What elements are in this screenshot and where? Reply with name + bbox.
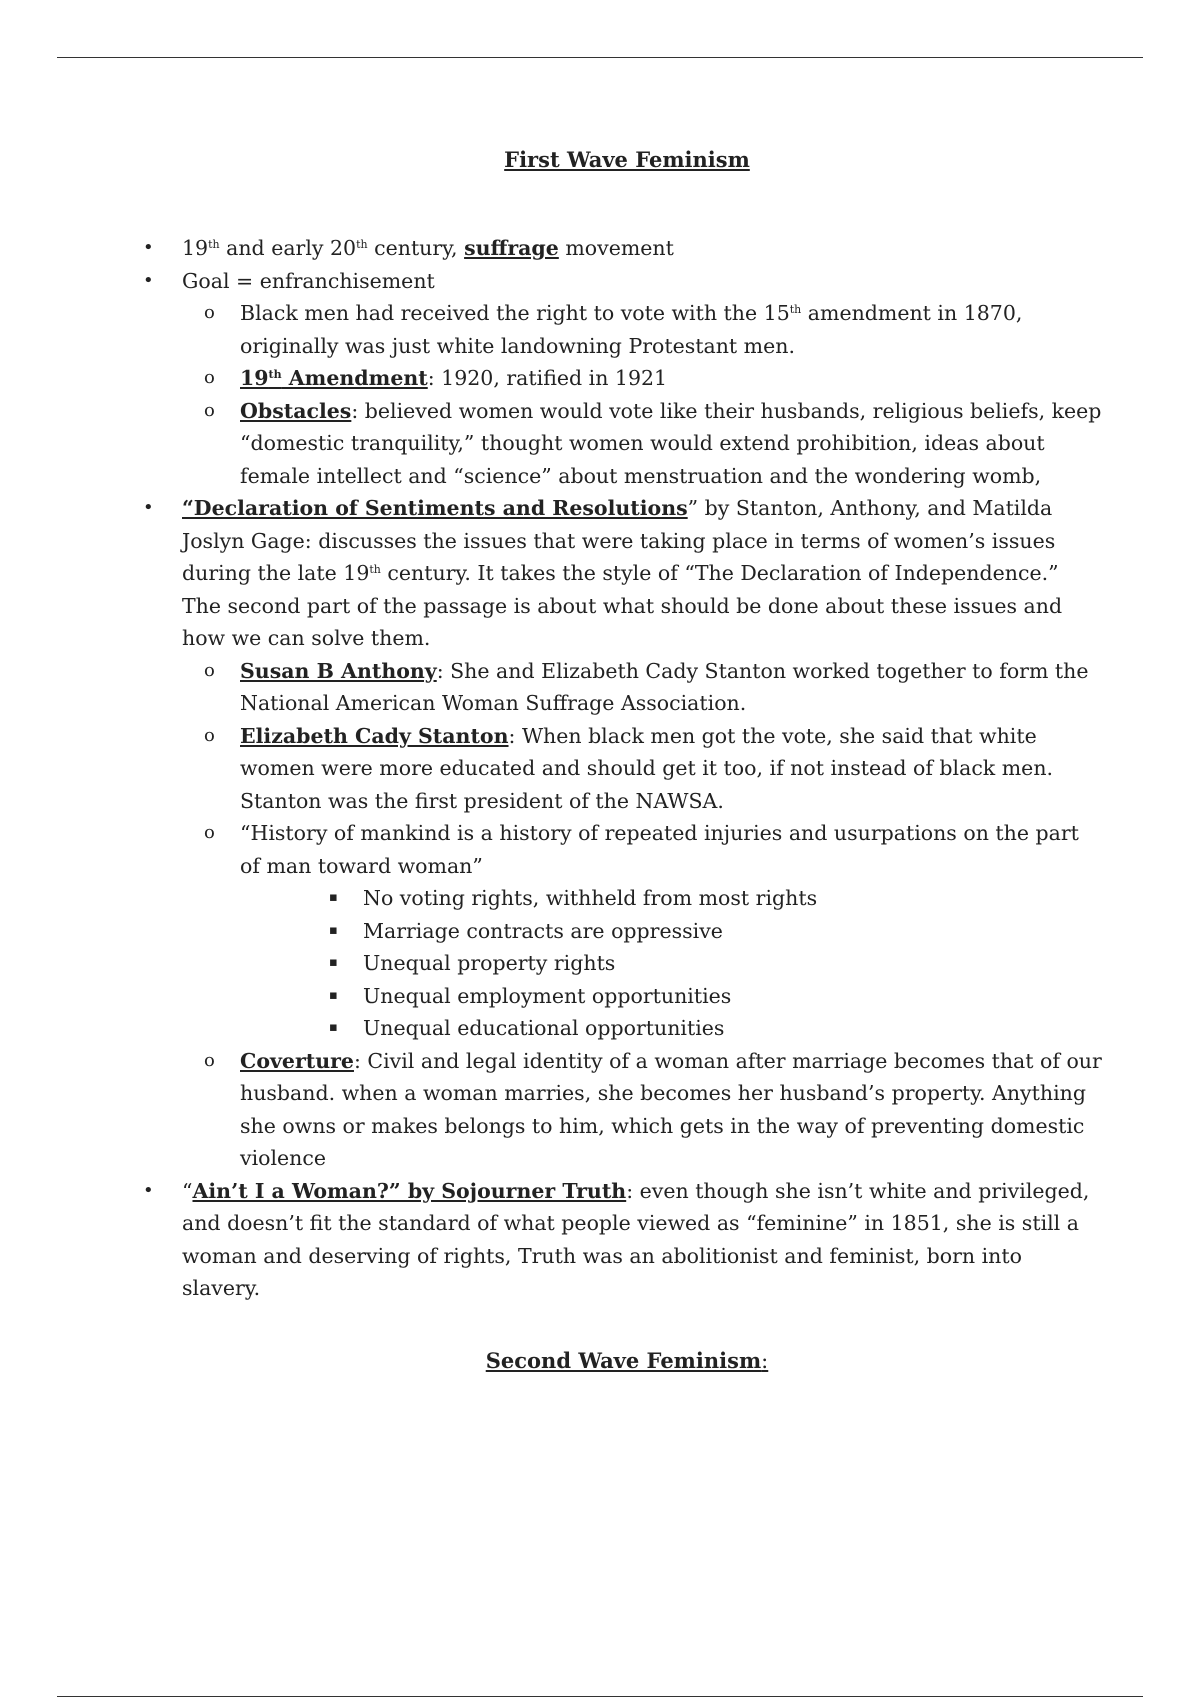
term-aint-i-a-woman: Ain’t I a Woman?” by Sojourner Truth bbox=[192, 1178, 627, 1203]
list-item: ▪ No voting rights, withheld from most rights bbox=[0, 882, 1063, 915]
sub-bullet-black-men-vote: o Black men had received the right to vote with the 15th amendment in 1870, originally was just white landowning Protestant men. bbox=[0, 297, 1102, 362]
section-title-first-wave: First Wave Feminism bbox=[504, 147, 750, 172]
sub-bullet-coverture: o Coverture: Civil and legal identity of a woman after marriage becomes that of our husband. when a woman marries, she becomes her husband’s property. Anything she owns or makes belongs to him, which gets in the way of preventing domestic violence bbox=[0, 1045, 1102, 1175]
sub-bullet-19th-amendment: o 19th Amendment: 1920, ratified in 1921 bbox=[0, 362, 1102, 395]
bullet-aint-i-a-woman: • “Ain’t I a Woman?” by Sojourner Truth: even though she isn’t white and privileged, and doesn’t fit the standard of what people viewed as “feminine” in 1851, she is still a woman and deserving of rights, Truth was an abolitionist and feminist, born into slavery. bbox=[0, 1175, 1102, 1305]
term-suffrage: suffrage bbox=[464, 236, 559, 260]
list-item: ▪ Unequal employment opportunities bbox=[0, 980, 1063, 1013]
list-item: ▪ Unequal educational opportunities bbox=[0, 1012, 1063, 1045]
sub-bullet-obstacles: o Obstacles: believed women would vote like their husbands, religious beliefs, keep “domestic tranquility,” thought women would extend prohibition, ideas about female intellect and “science” about menstruation and the wondering womb, bbox=[0, 395, 1102, 493]
sub-bullet-marker: o bbox=[204, 659, 215, 681]
list-item: ▪ Marriage contracts are oppressive bbox=[0, 915, 1063, 948]
footer-rule bbox=[57, 1696, 1143, 1697]
term-coverture: Coverture bbox=[240, 1048, 354, 1073]
term-declaration: “Declaration of Sentiments and Resolutions bbox=[182, 496, 688, 520]
term-elizabeth-cady-stanton: Elizabeth Cady Stanton bbox=[240, 723, 509, 748]
bullet-declaration: • “Declaration of Sentiments and Resolutions” by Stanton, Anthony, and Matilda Joslyn Gage: discusses the issues that were taking place in terms of women’s issues during the late 19th century. It takes the style of “The Declaration of Independence.” The second part of the passage is about what should be done about these issues and how we can solve them. bbox=[0, 492, 1102, 655]
sub-bullet-marker: o bbox=[204, 1049, 215, 1071]
square-bullet-marker: ▪ bbox=[329, 922, 338, 938]
sub-bullet-history-of-mankind: o “History of mankind is a history of repeated injuries and usurpations on the part of man toward woman” bbox=[0, 817, 1102, 882]
term-obstacles: Obstacles bbox=[240, 398, 352, 423]
bullet-marker: • bbox=[143, 269, 154, 291]
notes-body bbox=[0, 232, 1200, 1305]
bullet-marker: • bbox=[143, 497, 154, 518]
sub-bullet-elizabeth-cady-stanton: o Elizabeth Cady Stanton: When black men got the vote, she said that white women were more educated and should get it too, if not instead of black men. Stanton was the first president of the NAWSA. bbox=[0, 720, 1102, 818]
bullet-marker: • bbox=[143, 1179, 154, 1201]
bullet-marker: • bbox=[143, 237, 154, 258]
bullet-goal: • Goal = enfranchisement bbox=[0, 265, 1102, 298]
bullet-suffrage: • 19th and early 20th century, suffrage movement bbox=[0, 232, 1102, 265]
term-susan-b-anthony: Susan B Anthony bbox=[240, 658, 437, 683]
sub-bullet-marker: o bbox=[204, 724, 215, 746]
sub-bullet-susan-b-anthony: o Susan B Anthony: She and Elizabeth Cady Stanton worked together to form the National American Woman Suffrage Association. bbox=[0, 655, 1102, 720]
sub-bullet-marker: o bbox=[204, 399, 215, 421]
square-bullet-marker: ▪ bbox=[329, 890, 338, 905]
header-rule bbox=[57, 57, 1143, 58]
sub-bullet-marker: o bbox=[204, 302, 215, 323]
square-bullet-marker: ▪ bbox=[329, 1020, 338, 1035]
list-item: ▪ Unequal property rights bbox=[0, 947, 1063, 980]
square-bullet-marker: ▪ bbox=[329, 955, 338, 970]
sub-bullet-marker: o bbox=[204, 822, 215, 843]
sub-bullet-marker: o bbox=[204, 367, 215, 388]
term-19th-amendment: 19th Amendment bbox=[240, 366, 428, 390]
square-bullet-marker: ▪ bbox=[329, 987, 338, 1003]
section-title-second-wave: Second Wave Feminism: bbox=[485, 1348, 769, 1373]
